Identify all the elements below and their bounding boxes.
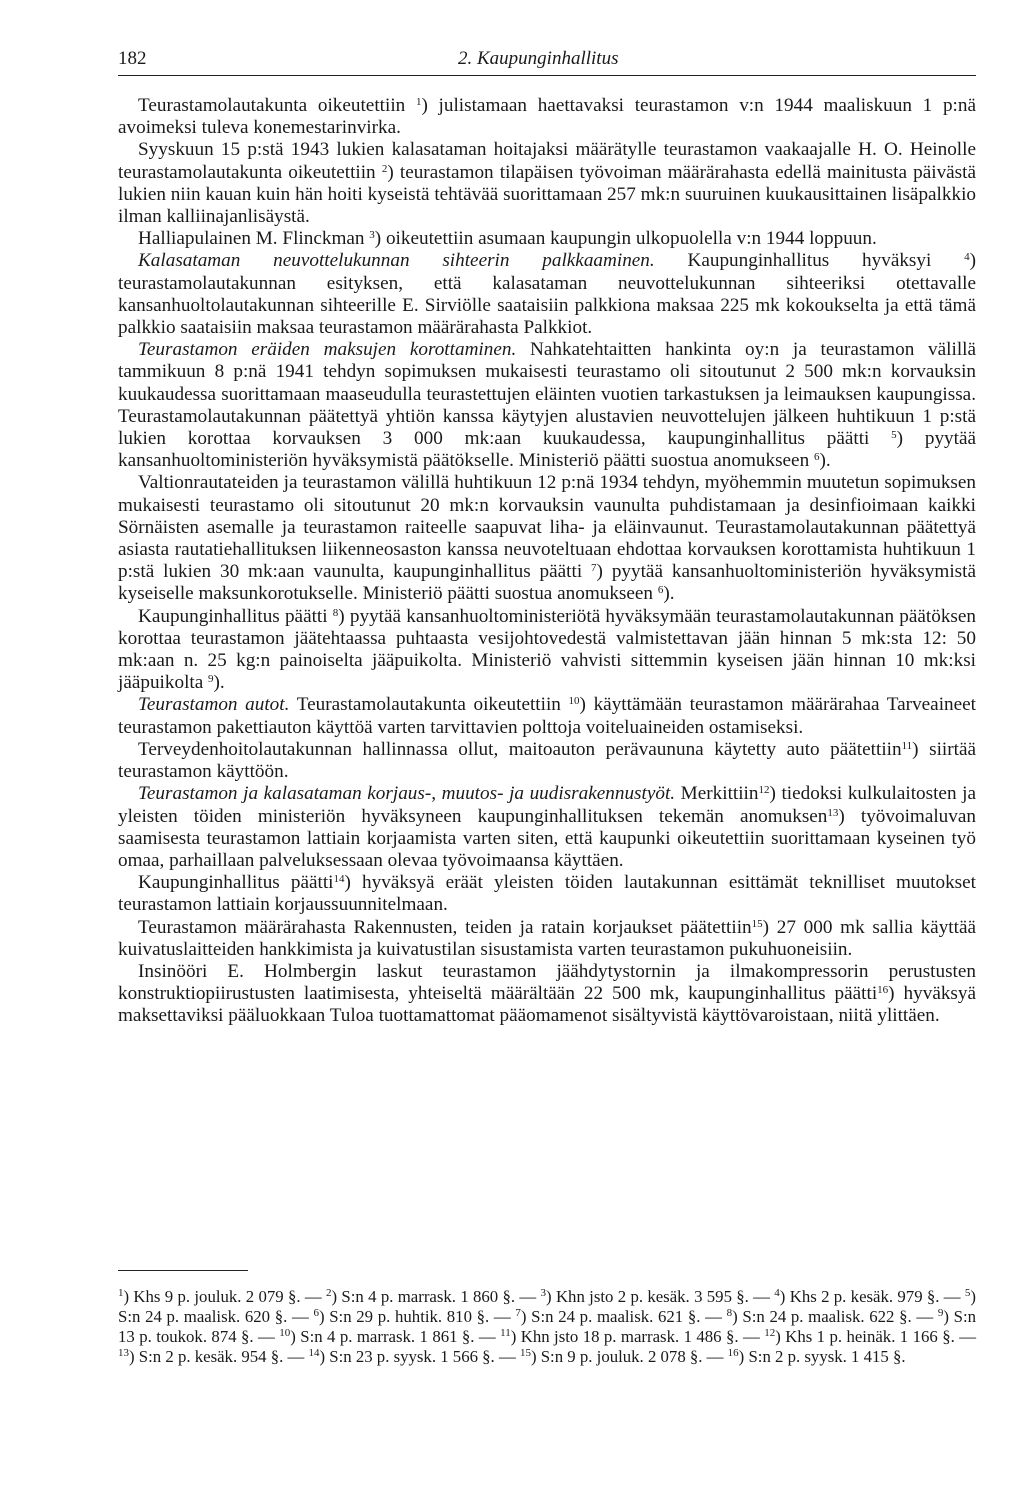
footnote-text: ) Khn jsto 2 p. kesäk. 3 595 §. — xyxy=(546,1287,775,1306)
paragraph-text: ) 27 000 mk sallia käyttää kuivatuslaitteiden hankkimista ja kuivatustilan sisustamista varten teurastamon pukuhuoneisiin. xyxy=(118,916,976,960)
footnote-text: ) S:n 24 p. maalisk. 620 §. — xyxy=(118,1287,977,1326)
footnote-ref: 5 xyxy=(964,1287,971,1299)
footnote-ref: 15 xyxy=(519,1347,531,1359)
page-number: 182 xyxy=(118,48,147,69)
paragraph-text: ) käyttämään teurastamon määrärahaa Tarveaineet teurastamon pakettiauton käyttöä varten tarvittavien polttoja voiteluaineiden ostamiseksi. xyxy=(118,694,976,738)
paragraph-text: ) hyväksyä eräät yleisten töiden lautakunnan esittämät teknilliset muutokset teurastamon lattiain korjaussuunnitelmaan. xyxy=(118,872,976,916)
paragraph-text: Teurastamon määrärahasta Rakennusten, teiden ja ratain korjaukset päätettiin xyxy=(138,916,752,938)
paragraph-text: ) teurastamolautakunnan esityksen, että kalasataman neuvottelukunnan sihteeriksi otettavalle kansanhuoltolautakunnan sihteerille E. Sirviölle saataisiin palkkiona maksaa 225 mk kokoukselta ja että tämä palkkio saataisiin maksaa teurastamon määrärahasta Palkkiot. xyxy=(118,250,977,339)
footnote-ref: 3 xyxy=(540,1287,547,1299)
paragraph xyxy=(118,472,976,605)
footnote-ref: 6 xyxy=(813,451,820,464)
paragraph-text: ) hyväksyä maksettaviksi pääluokkaan Tuloa tuottamattomat pääomamenot sisältyvistä käyttövaroistaan, niitä ylittäen. xyxy=(118,983,977,1027)
paragraph-text: ) pyytää kansanhuoltoministeriötä hyväksymään teurastamolautakunnan päätöksen korottaa teurastamon jäätehtaassa puhtaasta vesijohtovedestä valmistettavan jään hinnan 5 mk:sta 12: 50 mk:aan n. 25 kg:n painoiselta jääpuikolta. Ministeriö vahvisti sittemmin kyseisen jään hinnan 10 mk:ksi jääpuikolta xyxy=(118,605,976,694)
footnote-text: ) S:n 9 p. jouluk. 2 078 §. — xyxy=(530,1347,728,1366)
footnote-text: ) S:n 29 p. huhtik. 810 §. — xyxy=(318,1307,516,1326)
footnote-ref: 5 xyxy=(891,429,897,442)
footnote-ref: 14 xyxy=(308,1347,320,1359)
footnote-ref: 11 xyxy=(901,739,913,752)
footnote-text: ) S:n 2 p. kesäk. 954 §. — xyxy=(129,1347,309,1366)
body-text xyxy=(118,95,976,1028)
footnote-text: ) S:n 23 p. syysk. 1 566 §. — xyxy=(319,1347,520,1366)
footnote-text: ) Khs 9 p. jouluk. 2 079 §. — xyxy=(123,1287,327,1306)
paragraph-text: ) pyytää kansanhuoltoministeriön hyväksymistä kyseiselle maksunkorotukselle. Ministeriö päätti suostua anomukseen xyxy=(118,561,976,605)
footnote-ref: 12 xyxy=(758,784,770,797)
footnote-ref: 10 xyxy=(279,1327,291,1339)
paragraph-text: Syyskuun 15 p:stä 1943 lukien kalasataman hoitajaksi määrätylle teurastamon vaakaajalle H. O. Heinolle teurastamolautakunta oikeutettiin xyxy=(118,139,976,183)
page-header xyxy=(118,44,976,76)
section-heading: Kalasataman neuvottelukunnan sihteerin palkkaaminen. xyxy=(138,250,655,272)
paragraph-text: ). xyxy=(213,672,225,694)
paragraph-text: Teurastamolautakunta oikeutettiin xyxy=(289,694,569,716)
section-heading: Teurastamon eräiden maksujen korottaminen. xyxy=(138,339,517,361)
footnote-text: ) Khn jsto 18 p. marrask. 1 486 §. — xyxy=(510,1327,765,1346)
paragraph-text: ) siirtää teurastamon käyttöön. xyxy=(118,738,976,783)
footnote-block xyxy=(118,1287,976,1367)
paragraph xyxy=(118,139,976,228)
paragraph-text: ) tiedoksi kulkulaitosten ja yleisten töiden ministeriön hyväksyneen kaupunginhallituksen tekemän anomuksen xyxy=(118,783,976,827)
paragraph xyxy=(118,783,976,872)
footnote-ref: 1 xyxy=(118,1287,124,1299)
footnote-ref: 4 xyxy=(964,251,970,264)
paragraph xyxy=(118,606,976,695)
footnote-ref: 9 xyxy=(937,1307,944,1319)
header-rule xyxy=(118,75,976,76)
footnote-ref: 12 xyxy=(764,1327,776,1339)
paragraph xyxy=(118,339,976,472)
footnote-ref: 7 xyxy=(591,562,597,575)
footnote-ref: 16 xyxy=(727,1347,739,1359)
paragraph xyxy=(118,961,976,1028)
footnote-text: ) S:n 24 p. maalisk. 622 §. — xyxy=(732,1307,938,1326)
paragraph xyxy=(118,739,976,783)
paragraph-text: Nahkatehtaitten hankinta oy:n ja teurastamon välillä tammikuun 8 p:nä 1941 tehdyn sopimuksen mukaisesti teurastamo oli sitoutunut 2 500 mk:n korvauksin kuukaudessa suorittamaan maaseudulla teurastettujen eläinten vuotien tarkastuksen ja leimauksen kaupungissa. Teurastamolautakunnan päätettyä yhtiön kanssa käytyjen alustavien neuvottelujen jälkeen huhtikuun 1 p:stä lukien korottaa korvauksen 3 000 mk:aan kuukaudessa, kaupunginhallitus päätti xyxy=(118,339,976,450)
footnotes xyxy=(118,1287,976,1367)
running-title: 2. Kaupunginhallitus xyxy=(458,48,619,69)
footnote-ref: 1 xyxy=(415,96,422,108)
footnote-ref: 2 xyxy=(326,1287,332,1299)
footnote-text: ) Khs 1 p. heinäk. 1 166 §. — xyxy=(775,1327,976,1346)
footnote-ref: 8 xyxy=(726,1307,733,1319)
footnote-ref: 6 xyxy=(657,584,664,597)
footnote-text: ) Khs 2 p. kesäk. 979 §. — xyxy=(779,1287,965,1306)
paragraph-text: ) oikeutettiin asumaan kaupungin ulkopuolella v:n 1944 loppuun. xyxy=(374,228,877,250)
paragraph xyxy=(118,228,976,250)
footnote-ref: 9 xyxy=(208,673,214,686)
paragraph-text: ). xyxy=(819,450,831,472)
footnote-text: ) S:n 4 p. marrask. 1 860 §. — xyxy=(331,1287,541,1306)
footnote-ref: 6 xyxy=(313,1307,319,1319)
footnote-text: ) S:n 4 p. marrask. 1 861 §. — xyxy=(290,1327,501,1346)
footnote-ref: 11 xyxy=(500,1327,511,1339)
paragraph xyxy=(118,917,976,961)
paragraph-text: Terveydenhoitolautakunnan hallinnassa ollut, maitoauton perävaununa käytetty auto päätettiin xyxy=(138,738,902,760)
footnote-ref: 4 xyxy=(774,1287,780,1299)
paragraph-text: Halliapulainen M. Flinckman xyxy=(138,228,370,250)
paragraph-text: ) teurastamon tilapäisen työvoiman määrärahasta edellä mainitusta päivästä lukien niin kauan kuin hän hoiti kyseistä tehtävää suorittamaan 257 mk:n suuruinen kuukausittainen lisäpalkkio ilman kalliinajanlisäystä. xyxy=(118,161,976,228)
footnote-ref: 15 xyxy=(751,917,763,930)
footnote-ref: 13 xyxy=(118,1347,129,1359)
paragraph xyxy=(118,694,976,738)
paragraph-text: Insinööri E. Holmbergin laskut teurastamon jäähdytystornin ja ilmakompressorin perustusten konstruktiopiirustusten laatimisesta, yhteiseltä määrältään 22 500 mk, kaupunginhallitus päätti xyxy=(118,960,976,1005)
paragraph-text: Kaupunginhallitus päätti xyxy=(138,872,334,894)
paragraph xyxy=(118,872,976,916)
paragraph-text: Merkittiin xyxy=(675,783,759,805)
footnote-text: ) S:n 13 p. toukok. 874 §. — xyxy=(118,1307,976,1346)
section-heading: Teurastamon ja kalasataman korjaus-, muutos- ja uudisrakennustyöt. xyxy=(138,783,676,805)
paragraph-text: ) työvoimaluvan saamisesta teurastamon lattiain korjaamista varten siten, että kaupunki oikeutettiin suorittamaan kyseinen työ omaa, parhaillaan palveluksessaan olevaa työvoimaansa käyttäen. xyxy=(118,805,976,871)
paragraph-text: ). xyxy=(663,583,675,605)
paragraph-text: Kaupunginhallitus hyväksyi xyxy=(654,250,965,272)
paragraph-text: Valtionrautateiden ja teurastamon välillä huhtikuun 12 p:nä 1934 tehdyn, myöhemmin muutetun sopimuksen mukaisesti teurastamo oli sitoutunut 20 mk:n korvauksin vaunulta puhdistamaan ja desinfioimaan kaikki Sörnäisten asemalle ja teurastamon raiteelle saapuvat liha- ja eläinvaunut. Teurastamolautakunnan päätettyä asiasta rautatiehallituksen liikenneosaston kanssa neuvoteltuaan ehdottaa korvauksen korottamista huhtikuun 1 p:stä lukien 30 mk:aan vaunulta, kaupunginhallitus päätti xyxy=(118,472,976,583)
footnote-ref: 7 xyxy=(515,1307,521,1319)
paragraph-text: Kaupunginhallitus päätti xyxy=(138,605,333,627)
footnote-ref: 13 xyxy=(827,806,839,819)
paragraph-text: ) pyytää kansanhuoltoministeriön hyväksymistä päätökselle. Ministeriö päätti suostua anomukseen xyxy=(118,428,976,472)
paragraph-text: Teurastamolautakunta oikeutettiin xyxy=(138,95,416,116)
footnote-rule xyxy=(118,1270,248,1271)
section-heading: Teurastamon autot. xyxy=(138,694,290,716)
footnote-ref: 3 xyxy=(369,229,375,242)
paragraph xyxy=(118,95,976,139)
footnote-ref: 16 xyxy=(877,984,889,997)
footnote-ref: 2 xyxy=(381,162,388,175)
footnote-ref: 10 xyxy=(568,695,580,708)
footnote-ref: 14 xyxy=(333,873,345,886)
footnote-ref: 8 xyxy=(332,606,339,619)
footnote-text: ) S:n 24 p. maalisk. 621 §. — xyxy=(520,1307,727,1326)
footnote-text: ) S:n 2 p. syysk. 1 415 §. xyxy=(738,1347,906,1366)
paragraph-text: ) julistamaan haettavaksi teurastamon v:n 1944 maaliskuun 1 p:nä avoimeksi tuleva konemestarinvirka. xyxy=(118,95,976,139)
paragraph xyxy=(118,250,976,339)
